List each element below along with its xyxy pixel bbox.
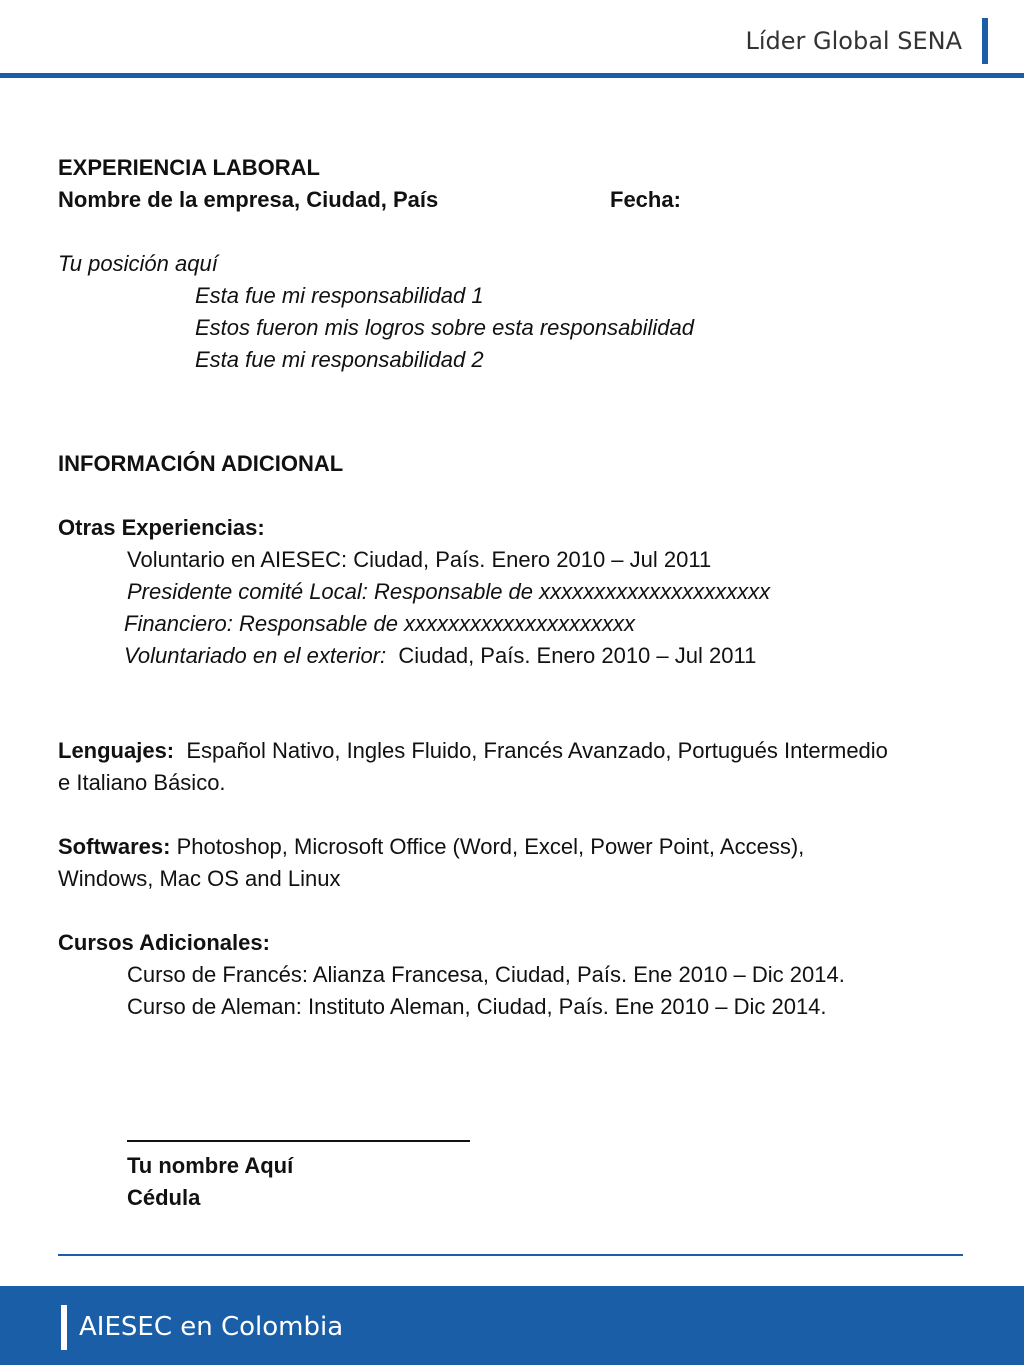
curso-item: Curso de Aleman: Instituto Aleman, Ciudad, País. Ene 2010 – Dic 2014. bbox=[127, 994, 827, 1019]
cursos-label: Cursos Adicionales: bbox=[58, 930, 270, 955]
signature-name: Tu nombre Aquí bbox=[127, 1153, 294, 1178]
header-divider bbox=[0, 73, 1024, 78]
curso-item: Curso de Francés: Alianza Francesa, Ciudad, País. Ene 2010 – Dic 2014. bbox=[127, 962, 845, 987]
section-heading-experiencia: EXPERIENCIA LABORAL bbox=[58, 155, 320, 180]
exterior-line bbox=[124, 640, 756, 672]
voluntario-line: Voluntario en AIESEC: Ciudad, País. Enero 2010 – Jul 2011 bbox=[127, 547, 712, 572]
softwares-label: Softwares: bbox=[58, 834, 171, 859]
section-heading-adicional: INFORMACIÓN ADICIONAL bbox=[58, 451, 344, 476]
softwares-line-2: Windows, Mac OS and Linux bbox=[58, 866, 341, 891]
footer-accent-bar bbox=[61, 1305, 67, 1350]
lenguajes-line bbox=[58, 735, 888, 767]
exterior-value: Ciudad, País. Enero 2010 – Jul 2011 bbox=[386, 643, 757, 668]
financiero-line: Financiero: Responsable de xxxxxxxxxxxxxxxxxxxxx bbox=[124, 611, 636, 636]
signature-id-label: Cédula bbox=[127, 1185, 201, 1210]
footer-band bbox=[0, 1286, 1024, 1365]
softwares-line bbox=[58, 831, 804, 863]
presidente-line: Presidente comité Local: Responsable de xxxxxxxxxxxxxxxxxxxxx bbox=[127, 579, 771, 604]
date-label: Fecha: bbox=[610, 187, 681, 212]
exterior-label: Voluntariado en el exterior: bbox=[124, 643, 387, 668]
header-title: Líder Global SENA bbox=[745, 27, 962, 55]
lenguajes-label: Lenguajes: bbox=[58, 738, 175, 763]
lenguajes-value: Español Nativo, Ingles Fluido, Francés Avanzado, Portugués Intermedio bbox=[174, 738, 888, 763]
position-title: Tu posición aquí bbox=[58, 251, 218, 276]
responsibility-item: Esta fue mi responsabilidad 1 bbox=[195, 283, 484, 308]
lenguajes-line-2: e Italiano Básico. bbox=[58, 770, 226, 795]
signature-line bbox=[127, 1140, 470, 1142]
softwares-value: Photoshop, Microsoft Office (Word, Excel, Power Point, Access), bbox=[170, 834, 805, 859]
company-line: Nombre de la empresa, Ciudad, País bbox=[58, 187, 439, 212]
footer-text: AIESEC en Colombia bbox=[79, 1312, 344, 1342]
responsibility-item: Estos fueron mis logros sobre esta responsabilidad bbox=[195, 315, 694, 340]
footer-divider bbox=[58, 1254, 963, 1256]
otras-experiencias-label: Otras Experiencias: bbox=[58, 515, 265, 540]
header-accent-bar bbox=[982, 18, 988, 64]
responsibility-item: Esta fue mi responsabilidad 2 bbox=[195, 347, 484, 372]
